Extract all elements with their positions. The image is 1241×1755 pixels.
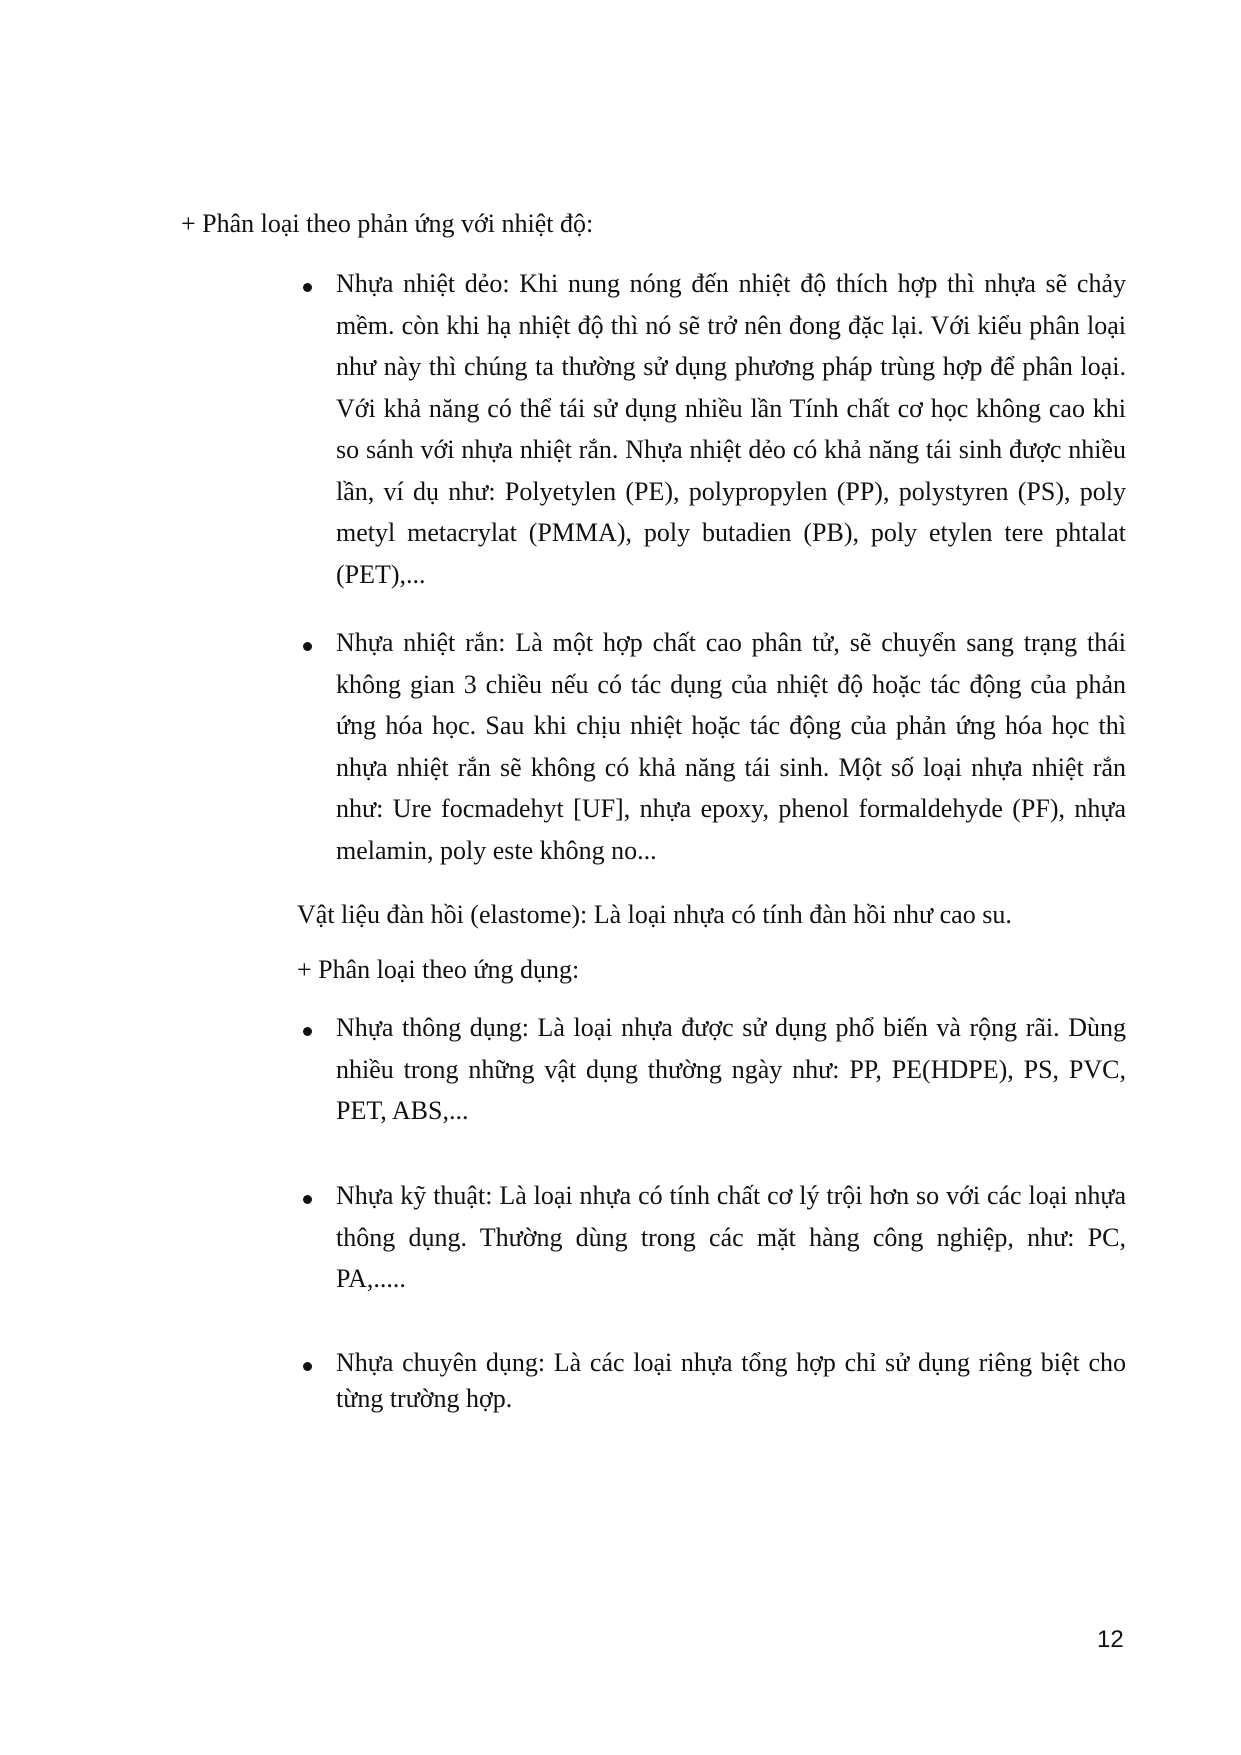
list-item-commodity-plastic	[336, 1007, 1126, 1132]
list-item-text: Nhựa thông dụng: Là loại nhựa được sử dụng phổ biến và rộng rãi. Dùng nhiều trong những vật dụng thường ngày như: PP, PE(HDPE), PS, PVC, PET, ABS,...	[336, 1013, 1126, 1125]
bullet-icon	[303, 1362, 312, 1371]
section-heading-application: + Phân loại theo ứng dụng:	[297, 955, 580, 984]
list-item-thermoset	[336, 622, 1126, 871]
list-item-text: Nhựa nhiệt rắn: Là một hợp chất cao phân tử, sẽ chuyển sang trạng thái không gian 3 chiều nếu có tác dụng của nhiệt độ hoặc tác động của phản ứng hóa học. Sau khi chịu nhiệt hoặc tác động của phản ứng hóa học thì nhựa nhiệt rắn sẽ không có khả năng tái sinh. Một số loại nhựa nhiệt rắn như: Ure focmadehyt [UF], nhựa epoxy, phenol formaldehyde (PF), nhựa melamin, poly este không no...	[336, 628, 1126, 865]
page-number: 12	[1097, 1626, 1124, 1653]
list-item-text: Nhựa kỹ thuật: Là loại nhựa có tính chất cơ lý trội hơn so với các loại nhựa thông dụng. Thường dùng trong các mặt hàng công nghiệp, như: PC, PA,.....	[336, 1181, 1126, 1293]
list-item-specialty-plastic	[336, 1345, 1126, 1417]
list-item-thermoplastic	[336, 263, 1126, 595]
list-item-engineering-plastic	[336, 1175, 1126, 1300]
bullet-icon	[303, 1195, 312, 1204]
elastomer-paragraph: Vật liệu đàn hồi (elastome): Là loại nhựa có tính đàn hồi như cao su.	[297, 900, 1012, 929]
list-item-text: Nhựa chuyên dụng: Là các loại nhựa tổng hợp chỉ sử dụng riêng biệt cho từng trường hợp.	[336, 1348, 1126, 1413]
list-item-text: Nhựa nhiệt dẻo: Khi nung nóng đến nhiệt độ thích hợp thì nhựa sẽ chảy mềm. còn khi hạ nhiệt độ thì nó sẽ trở nên đong đặc lại. Với kiểu phân loại như này thì chúng ta thường sử dụng phương pháp trùng hợp để phân loại. Với khả năng có thể tái sử dụng nhiều lần Tính chất cơ học không cao khi so sánh với nhựa nhiệt rắn. Nhựa nhiệt dẻo có khả năng tái sinh được nhiều lần, ví dụ như: Polyetylen (PE), polypropylen (PP), polystyren (PS), poly metyl metacrylat (PMMA), poly butadien (PB), poly etylen tere phtalat (PET),...	[336, 269, 1126, 589]
section-heading-temperature: + Phân loại theo phản ứng với nhiệt độ:	[181, 209, 594, 238]
bullet-icon	[303, 283, 312, 292]
bullet-icon	[303, 1027, 312, 1036]
bullet-icon	[303, 642, 312, 651]
